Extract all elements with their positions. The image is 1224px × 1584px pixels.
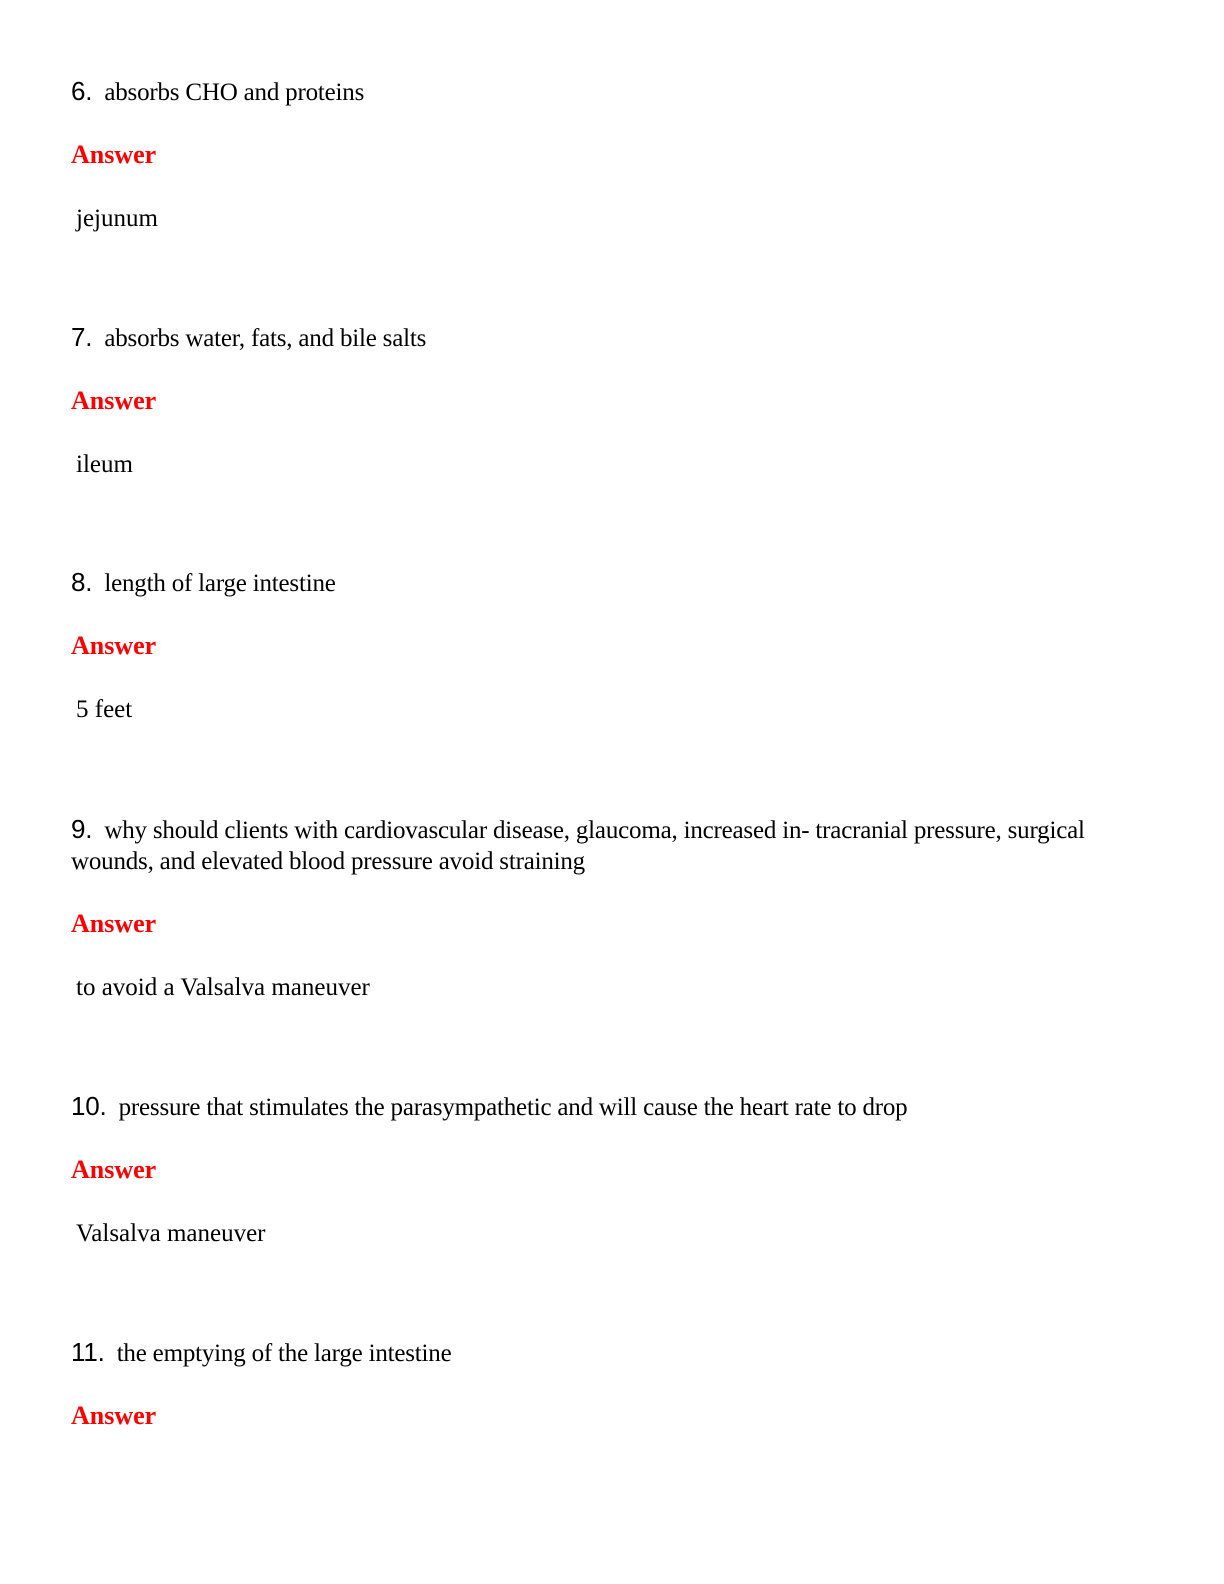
question-text: why should clients with cardiovascular disease, glaucoma, increased in- tracranial pressure, surgical wounds, and elevated blood pressure avoid straining <box>71 817 1085 875</box>
question-number: 8. <box>71 567 93 597</box>
question-text: pressure that stimulates the parasympathetic and will cause the heart rate to drop <box>118 1094 908 1121</box>
question-text-line <box>71 322 1151 354</box>
question-text-line <box>71 1337 1151 1369</box>
answer-label: Answer <box>71 140 157 169</box>
question-number: 6. <box>71 76 93 106</box>
answer-label: Answer <box>71 1401 157 1430</box>
answer-label: Answer <box>71 1155 157 1184</box>
answer-text: 5 feet <box>76 696 133 723</box>
answer-text: jejunum <box>76 205 158 232</box>
question-text-line <box>71 1091 1151 1123</box>
question-text: absorbs water, fats, and bile salts <box>104 325 427 352</box>
question-text: length of large intestine <box>104 570 336 597</box>
question-text: the emptying of the large intestine <box>116 1340 452 1367</box>
question-text-line <box>71 814 1151 877</box>
question-number: 11. <box>71 1337 105 1367</box>
question-text-line <box>71 76 1151 108</box>
question-number: 7. <box>71 322 93 352</box>
question-block <box>71 567 1151 723</box>
question-block <box>71 322 1151 478</box>
answer-text: ileum <box>76 451 133 478</box>
question-block <box>71 76 1151 232</box>
question-block <box>71 1091 1151 1247</box>
answer-label: Answer <box>71 631 157 660</box>
answer-label: Answer <box>71 386 157 415</box>
question-number: 9. <box>71 814 93 844</box>
question-block <box>71 1337 1151 1430</box>
question-text: absorbs CHO and proteins <box>104 79 365 106</box>
answer-label: Answer <box>71 909 157 938</box>
question-number: 10. <box>71 1091 107 1121</box>
question-block <box>71 814 1151 1001</box>
question-text-line <box>71 567 1151 599</box>
answer-text: to avoid a Valsalva maneuver <box>76 974 370 1001</box>
answer-text: Valsalva maneuver <box>76 1220 266 1247</box>
